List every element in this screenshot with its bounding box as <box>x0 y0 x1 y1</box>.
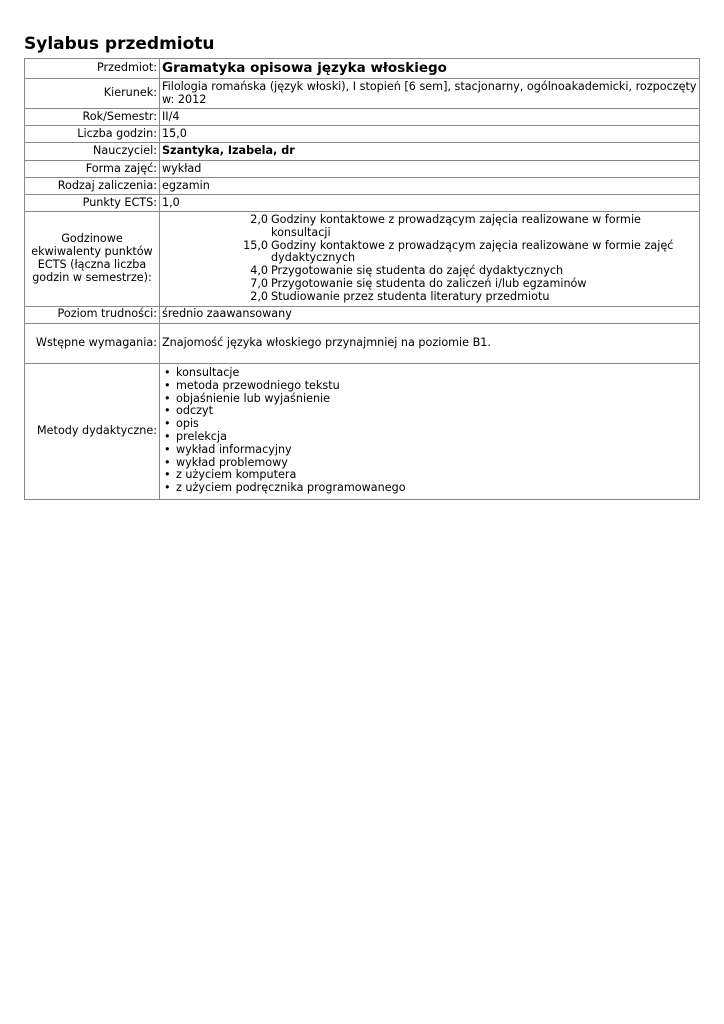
list-item: • wykład informacyjny <box>164 444 697 457</box>
difficulty-label: Poziom trudności: <box>25 306 160 323</box>
methods-value <box>160 363 700 499</box>
ects-item-desc: Przygotowanie się studenta do zaliczeń i/lub egzaminów <box>271 276 587 290</box>
ects-points-label: Punkty ECTS: <box>25 195 160 212</box>
ects-equivalents-list <box>160 212 700 307</box>
subject-value <box>160 59 700 79</box>
row-credit-type <box>25 178 700 195</box>
ects-item <box>162 214 697 240</box>
methods-list <box>162 367 697 495</box>
teacher-name: Szantyka, Izabela, dr <box>162 144 295 158</box>
ects-item-hours: 2,0 <box>250 289 268 303</box>
row-ects-points <box>25 195 700 212</box>
list-item: • opis <box>164 418 697 431</box>
year-semester-label: Rok/Semestr: <box>25 109 160 126</box>
list-item: • wykład problemowy <box>164 457 697 470</box>
subject-label: Przedmiot: <box>25 59 160 79</box>
hours-label: Liczba godzin: <box>25 126 160 143</box>
row-ects-equivalents <box>25 212 700 307</box>
ects-item <box>162 240 697 266</box>
credit-type-value: egzamin <box>160 178 700 195</box>
class-form-label: Forma zajęć: <box>25 161 160 178</box>
row-direction <box>25 79 700 109</box>
ects-item-hours: 15,0 <box>243 238 268 252</box>
list-item: • konsultacje <box>164 367 697 380</box>
prerequisites-label: Wstępne wymagania: <box>25 323 160 363</box>
ects-item <box>162 291 697 304</box>
credit-type-label: Rodzaj zaliczenia: <box>25 178 160 195</box>
ects-item-hours: 4,0 <box>250 264 268 278</box>
ects-item-desc: Godziny kontaktowe z prowadzącym zajęcia realizowane w formie zajęć dydaktycznych <box>271 238 674 265</box>
ects-points-value: 1,0 <box>160 195 700 212</box>
row-year-semester <box>25 109 700 126</box>
row-methods <box>25 363 700 499</box>
list-item: • prelekcja <box>164 431 697 444</box>
list-item: • z użyciem komputera <box>164 469 697 482</box>
list-item: • odczyt <box>164 405 697 418</box>
year-semester-value: II/4 <box>160 109 700 126</box>
subject-name: Gramatyka opisowa języka włoskiego <box>162 59 447 76</box>
row-hours <box>25 126 700 143</box>
list-item: • z użyciem podręcznika programowanego <box>164 482 697 495</box>
ects-item-desc: Przygotowanie się studenta do zajęć dydaktycznych <box>271 264 564 278</box>
teacher-value <box>160 143 700 161</box>
row-difficulty <box>25 306 700 323</box>
row-subject <box>25 59 700 79</box>
teacher-label: Nauczyciel: <box>25 143 160 161</box>
difficulty-value: średnio zaawansowany <box>160 306 700 323</box>
page-title: Sylabus przedmiotu <box>24 34 215 54</box>
class-form-value: wykład <box>160 161 700 178</box>
direction-value: Filologia romańska (język włoski), I stopień [6 sem], stacjonarny, ogólnoakademicki, rozpoczęty w: 2012 <box>160 79 700 109</box>
ects-item <box>162 278 697 291</box>
row-prerequisites <box>25 323 700 363</box>
ects-item-desc: Studiowanie przez studenta literatury przedmiotu <box>271 289 550 303</box>
prerequisites-value: Znajomość języka włoskiego przynajmniej na poziomie B1. <box>160 323 700 363</box>
syllabus-table <box>24 58 700 500</box>
ects-equivalents-label: Godzinowe ekwiwalenty punktów ECTS (łączna liczba godzin w semestrze): <box>25 212 160 307</box>
hours-value: 15,0 <box>160 126 700 143</box>
methods-label: Metody dydaktyczne: <box>25 363 160 499</box>
list-item: • metoda przewodniego tekstu <box>164 380 697 393</box>
ects-item-hours: 2,0 <box>250 213 268 226</box>
direction-label: Kierunek: <box>25 79 160 109</box>
row-teacher <box>25 143 700 161</box>
row-class-form <box>25 161 700 178</box>
ects-item-hours: 7,0 <box>250 276 268 290</box>
ects-item-desc: Godziny kontaktowe z prowadzącym zajęcia realizowane w formie konsultacji <box>271 213 641 239</box>
list-item: • objaśnienie lub wyjaśnienie <box>164 393 697 406</box>
